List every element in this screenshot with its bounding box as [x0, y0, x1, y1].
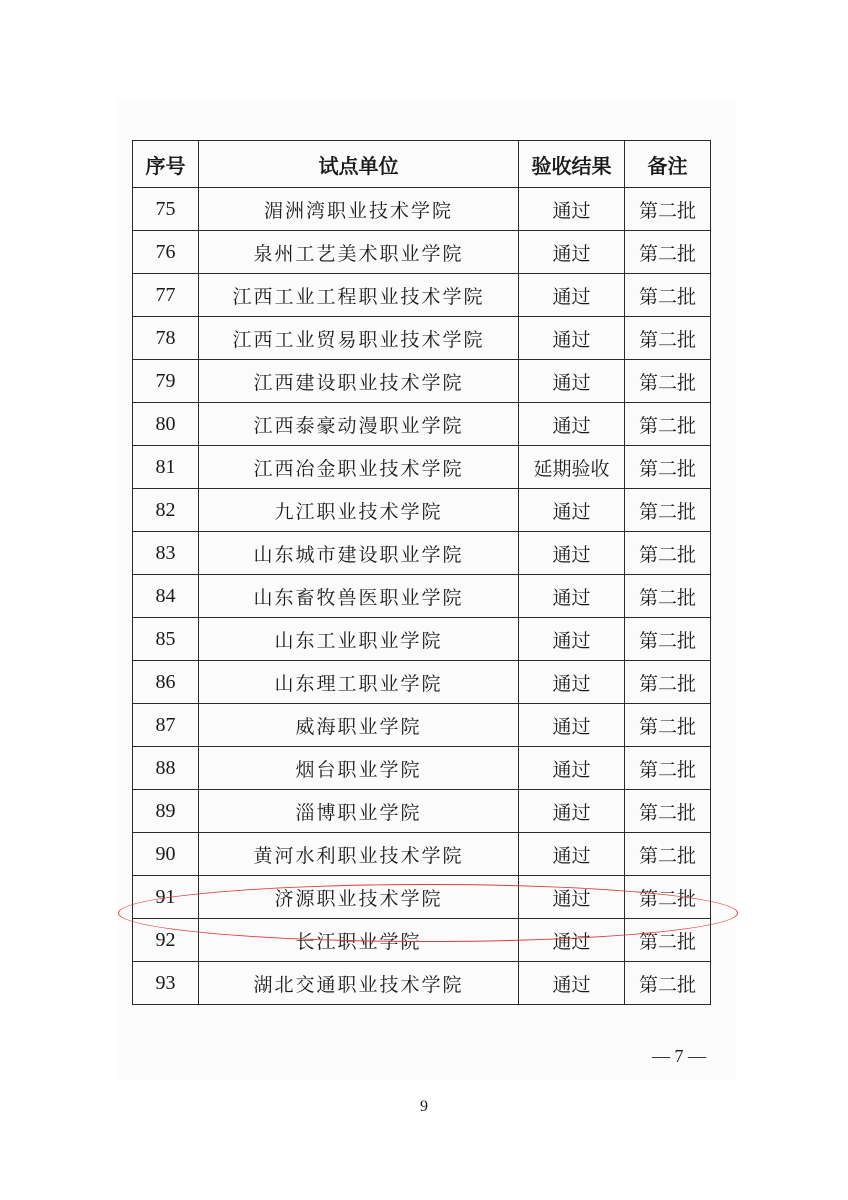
table-row [133, 274, 711, 317]
cell-result: 通过 [519, 833, 625, 876]
cell-unit: 江西冶金职业技术学院 [199, 446, 519, 489]
cell-note: 第二批 [625, 876, 711, 919]
cell-seq: 86 [133, 661, 199, 704]
cell-seq: 79 [133, 360, 199, 403]
cell-note: 第二批 [625, 661, 711, 704]
table-row [133, 833, 711, 876]
table-row [133, 360, 711, 403]
cell-result: 通过 [519, 360, 625, 403]
cell-note: 第二批 [625, 532, 711, 575]
table-row [133, 876, 711, 919]
cell-note: 第二批 [625, 962, 711, 1005]
cell-seq: 93 [133, 962, 199, 1005]
header-unit: 试点单位 [199, 141, 519, 188]
table-row [133, 532, 711, 575]
cell-note: 第二批 [625, 317, 711, 360]
cell-result: 通过 [519, 231, 625, 274]
cell-result: 通过 [519, 790, 625, 833]
page-number: 9 [420, 1098, 428, 1115]
table-row [133, 231, 711, 274]
cell-seq: 76 [133, 231, 199, 274]
cell-seq: 91 [133, 876, 199, 919]
cell-unit: 泉州工艺美术职业学院 [199, 231, 519, 274]
cell-result: 通过 [519, 747, 625, 790]
table-row [133, 747, 711, 790]
cell-unit: 山东理工职业学院 [199, 661, 519, 704]
table-row [133, 790, 711, 833]
cell-note: 第二批 [625, 446, 711, 489]
cell-note: 第二批 [625, 919, 711, 962]
header-result: 验收结果 [519, 141, 625, 188]
cell-seq: 89 [133, 790, 199, 833]
table-row [133, 618, 711, 661]
cell-unit: 江西泰豪动漫职业学院 [199, 403, 519, 446]
cell-unit: 湖北交通职业技术学院 [199, 962, 519, 1005]
cell-unit: 山东畜牧兽医职业学院 [199, 575, 519, 618]
table-row [133, 403, 711, 446]
cell-result: 通过 [519, 188, 625, 231]
cell-unit: 济源职业技术学院 [199, 876, 519, 919]
cell-result: 通过 [519, 876, 625, 919]
cell-unit: 黄河水利职业技术学院 [199, 833, 519, 876]
cell-seq: 84 [133, 575, 199, 618]
table-row [133, 446, 711, 489]
cell-unit: 山东城市建设职业学院 [199, 532, 519, 575]
cell-result: 通过 [519, 919, 625, 962]
cell-note: 第二批 [625, 790, 711, 833]
cell-result: 延期验收 [519, 446, 625, 489]
pilot-unit-table [132, 140, 711, 1005]
cell-result: 通过 [519, 962, 625, 1005]
cell-unit: 江西工业贸易职业技术学院 [199, 317, 519, 360]
cell-result: 通过 [519, 661, 625, 704]
cell-unit: 九江职业技术学院 [199, 489, 519, 532]
cell-note: 第二批 [625, 618, 711, 661]
table-row [133, 704, 711, 747]
cell-note: 第二批 [625, 274, 711, 317]
cell-note: 第二批 [625, 575, 711, 618]
header-note: 备注 [625, 141, 711, 188]
cell-result: 通过 [519, 274, 625, 317]
cell-note: 第二批 [625, 188, 711, 231]
header-seq: 序号 [133, 141, 199, 188]
cell-unit: 江西建设职业技术学院 [199, 360, 519, 403]
table-body [133, 188, 711, 1005]
cell-seq: 87 [133, 704, 199, 747]
cell-seq: 77 [133, 274, 199, 317]
cell-result: 通过 [519, 489, 625, 532]
cell-note: 第二批 [625, 360, 711, 403]
cell-seq: 83 [133, 532, 199, 575]
table-row [133, 919, 711, 962]
table-header-row [133, 141, 711, 188]
cell-note: 第二批 [625, 231, 711, 274]
cell-result: 通过 [519, 618, 625, 661]
cell-unit: 威海职业学院 [199, 704, 519, 747]
table-row [133, 317, 711, 360]
cell-seq: 75 [133, 188, 199, 231]
cell-seq: 78 [133, 317, 199, 360]
table-row [133, 188, 711, 231]
table-row [133, 489, 711, 532]
cell-note: 第二批 [625, 704, 711, 747]
cell-seq: 81 [133, 446, 199, 489]
cell-result: 通过 [519, 317, 625, 360]
cell-seq: 80 [133, 403, 199, 446]
cell-seq: 88 [133, 747, 199, 790]
cell-unit: 淄博职业学院 [199, 790, 519, 833]
cell-note: 第二批 [625, 833, 711, 876]
cell-note: 第二批 [625, 403, 711, 446]
cell-unit: 山东工业职业学院 [199, 618, 519, 661]
table-row [133, 962, 711, 1005]
cell-unit: 湄洲湾职业技术学院 [199, 188, 519, 231]
cell-note: 第二批 [625, 489, 711, 532]
table-row [133, 575, 711, 618]
cell-seq: 90 [133, 833, 199, 876]
cell-unit: 江西工业工程职业技术学院 [199, 274, 519, 317]
cell-unit: 长江职业学院 [199, 919, 519, 962]
cell-note: 第二批 [625, 747, 711, 790]
cell-result: 通过 [519, 532, 625, 575]
page-mark: — 7 — [652, 1046, 706, 1066]
cell-result: 通过 [519, 575, 625, 618]
cell-seq: 92 [133, 919, 199, 962]
cell-seq: 85 [133, 618, 199, 661]
table-row [133, 661, 711, 704]
cell-seq: 82 [133, 489, 199, 532]
cell-result: 通过 [519, 403, 625, 446]
cell-result: 通过 [519, 704, 625, 747]
cell-unit: 烟台职业学院 [199, 747, 519, 790]
